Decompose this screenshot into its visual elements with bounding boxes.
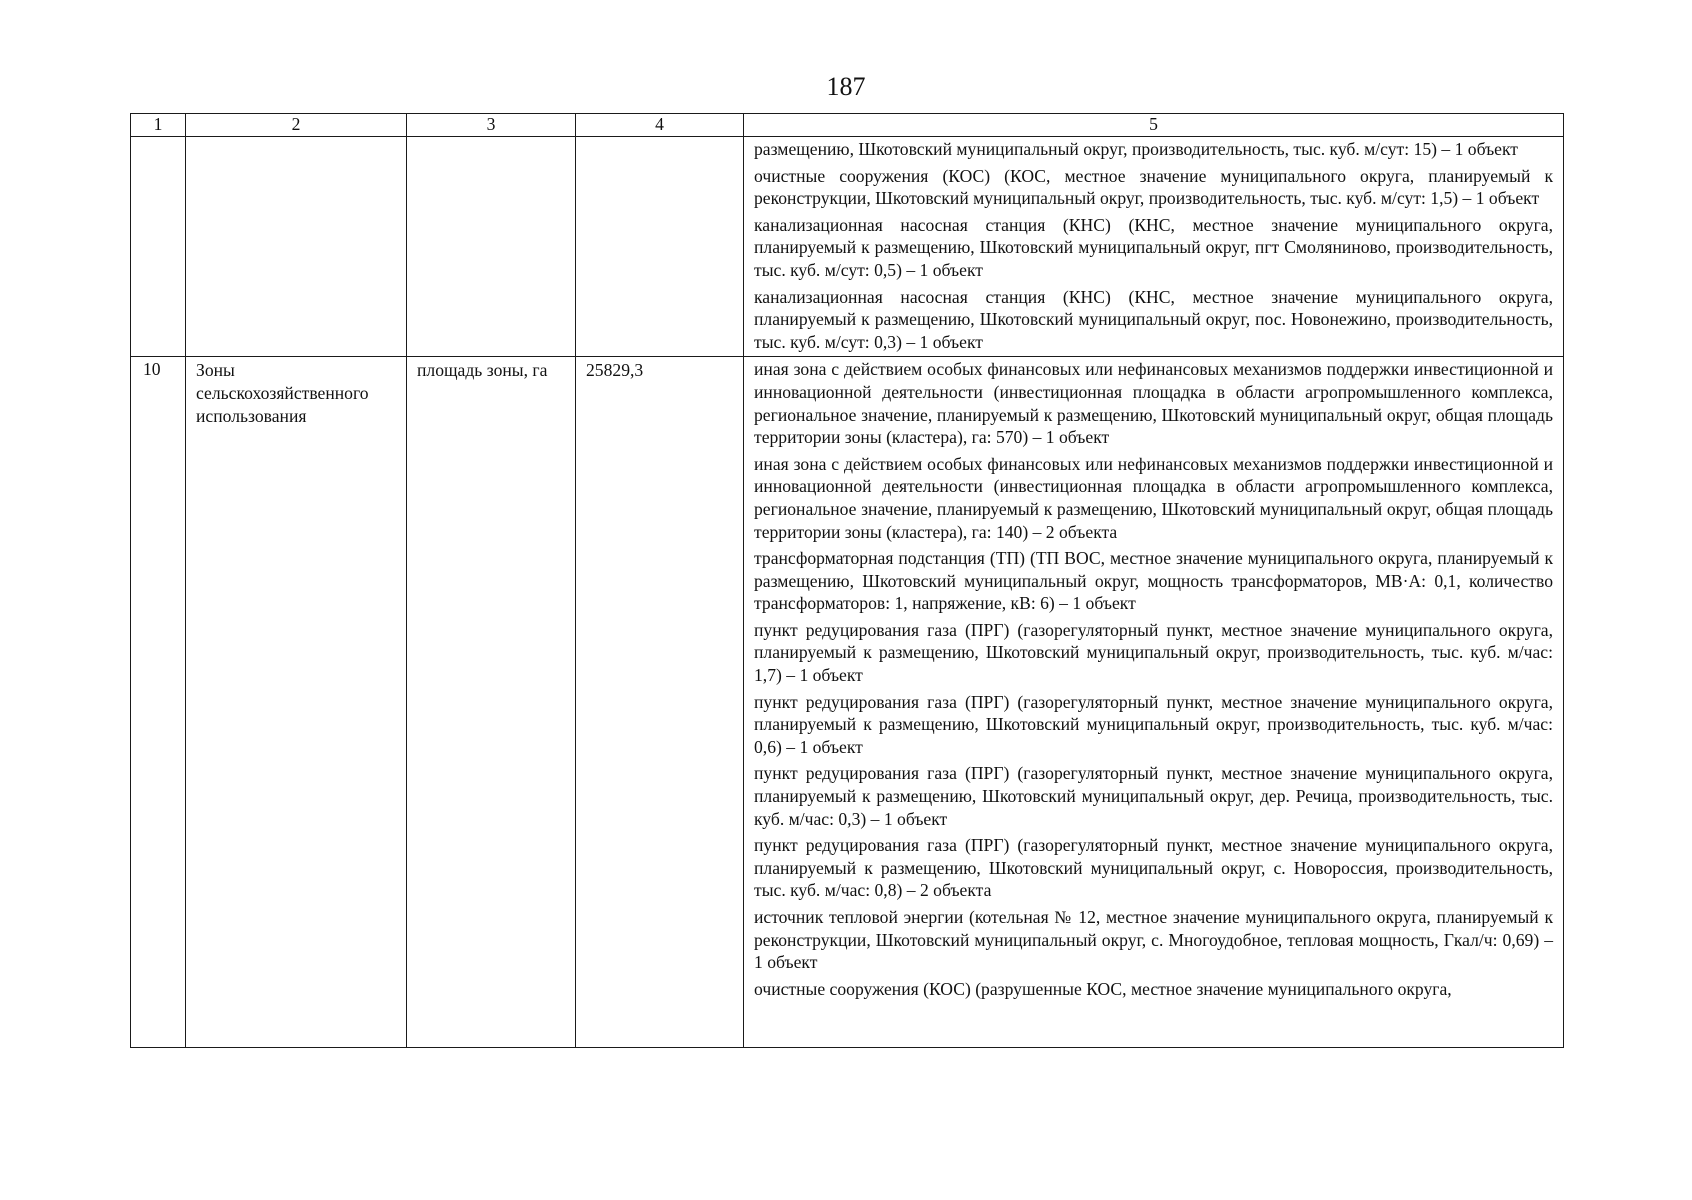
cell-zone-name	[186, 357, 407, 1048]
table-row-continued	[131, 137, 1564, 357]
object-entry: иная зона с действием особых финансовых или нефинансовых механизмов поддержки инвестиционной и инновационной деятельности (инвестиционная площадка в области агропромышленного комплекса, региональное значение, планируемый к размещению, Шкотовский муниципальный округ, общая площадь территории зоны (кластера), га: 570) – 1 объект	[754, 359, 1553, 448]
object-entry: канализационная насосная станция (КНС) (КНС, местное значение муниципального округа, планируемый к размещению, Шкотовский муниципальный округ, пос. Новонежино, производительность, тыс. куб. м/сут: 0,3) – 1 объект	[754, 286, 1553, 352]
zone-parameter: площадь зоны, га	[417, 360, 548, 381]
object-entry: очистные сооружения (КОС) (разрушенные КОС, местное значение муниципального округа,	[754, 978, 1452, 999]
column-header-2: 2	[186, 114, 407, 137]
table-header-row	[131, 114, 1564, 137]
column-header-4: 4	[576, 114, 744, 137]
cell-value	[576, 357, 744, 1048]
cell-empty	[131, 137, 186, 357]
zone-value: 25829,3	[586, 360, 644, 381]
document-table	[130, 113, 1564, 1048]
object-entry: пункт редуцирования газа (ПРГ) (газорегуляторный пункт, местное значение муниципального округа, планируемый к размещению, Шкотовский муниципальный округ, дер. Речица, производительность, тыс. куб. м/час: 0,3) – 1 объект	[754, 763, 1553, 829]
cell-empty	[186, 137, 407, 357]
objects-list	[744, 357, 1563, 1047]
object-entry: пункт редуцирования газа (ПРГ) (газорегуляторный пункт, местное значение муниципального округа, планируемый к размещению, Шкотовский муниципальный округ, с. Новороссия, производительность, тыс. куб. м/час: 0,8) – 2 объекта	[754, 835, 1553, 901]
zone-name: Зоны сельскохозяйственного использования	[196, 360, 369, 426]
column-header-5: 5	[744, 114, 1564, 137]
cell-objects	[744, 137, 1564, 357]
object-entry: очистные сооружения (КОС) (КОС, местное значение муниципального округа, планируемый к реконструкции, Шкотовский муниципальный округ, производительность, тыс. куб. м/сут: 1,5) – 1 объект	[754, 165, 1553, 209]
column-header-1: 1	[131, 114, 186, 137]
object-entry: пункт редуцирования газа (ПРГ) (газорегуляторный пункт, местное значение муниципального округа, планируемый к размещению, Шкотовский муниципальный округ, производительность, тыс. куб. м/час: 1,7) – 1 объект	[754, 619, 1553, 686]
object-entry: пункт редуцирования газа (ПРГ) (газорегуляторный пункт, местное значение муниципального округа, планируемый к размещению, Шкотовский муниципальный округ, производительность, тыс. куб. м/час: 0,6) – 1 объект	[754, 691, 1553, 757]
cell-empty	[407, 137, 576, 357]
object-entry: канализационная насосная станция (КНС) (КНС, местное значение муниципального округа, планируемый к размещению, Шкотовский муниципальный округ, пгт Смоляниново, производительность, тыс. куб. м/сут: 0,5) – 1 объект	[754, 214, 1553, 280]
page-number: 187	[826, 72, 866, 101]
object-entry: трансформаторная подстанция (ТП) (ТП ВОС, местное значение муниципального округа, планируемый к размещению, Шкотовский муниципальный округ, мощность трансформаторов, МВ·А: 0,1, количество трансформаторов: 1, напряжение, кВ: 6) – 1 объект	[754, 548, 1553, 614]
object-entry: иная зона с действием особых финансовых или нефинансовых механизмов поддержки инвестиционной и инновационной деятельности (инвестиционная площадка в области агропромышленного комплекса, региональное значение, планируемый к размещению, Шкотовский муниципальный округ, общая площадь территории зоны (кластера), га: 140) – 2 объекта	[754, 453, 1553, 542]
object-entry: размещению, Шкотовский муниципальный округ, производительность, тыс. куб. м/сут: 15) – 1 объект	[754, 139, 1518, 159]
object-entry: источник тепловой энергии (котельная № 12, местное значение муниципального округа, планируемый к реконструкции, Шкотовский муниципальный округ, с. Многоудобное, тепловая мощность, Гкал/ч: 0,69) – 1 объект	[754, 907, 1553, 973]
column-header-3: 3	[407, 114, 576, 137]
cell-objects	[744, 357, 1564, 1048]
table-row-10	[131, 357, 1564, 1048]
cell-row-number	[131, 357, 186, 1048]
row-number: 10	[143, 359, 161, 380]
cell-empty	[576, 137, 744, 357]
cell-parameter	[407, 357, 576, 1048]
